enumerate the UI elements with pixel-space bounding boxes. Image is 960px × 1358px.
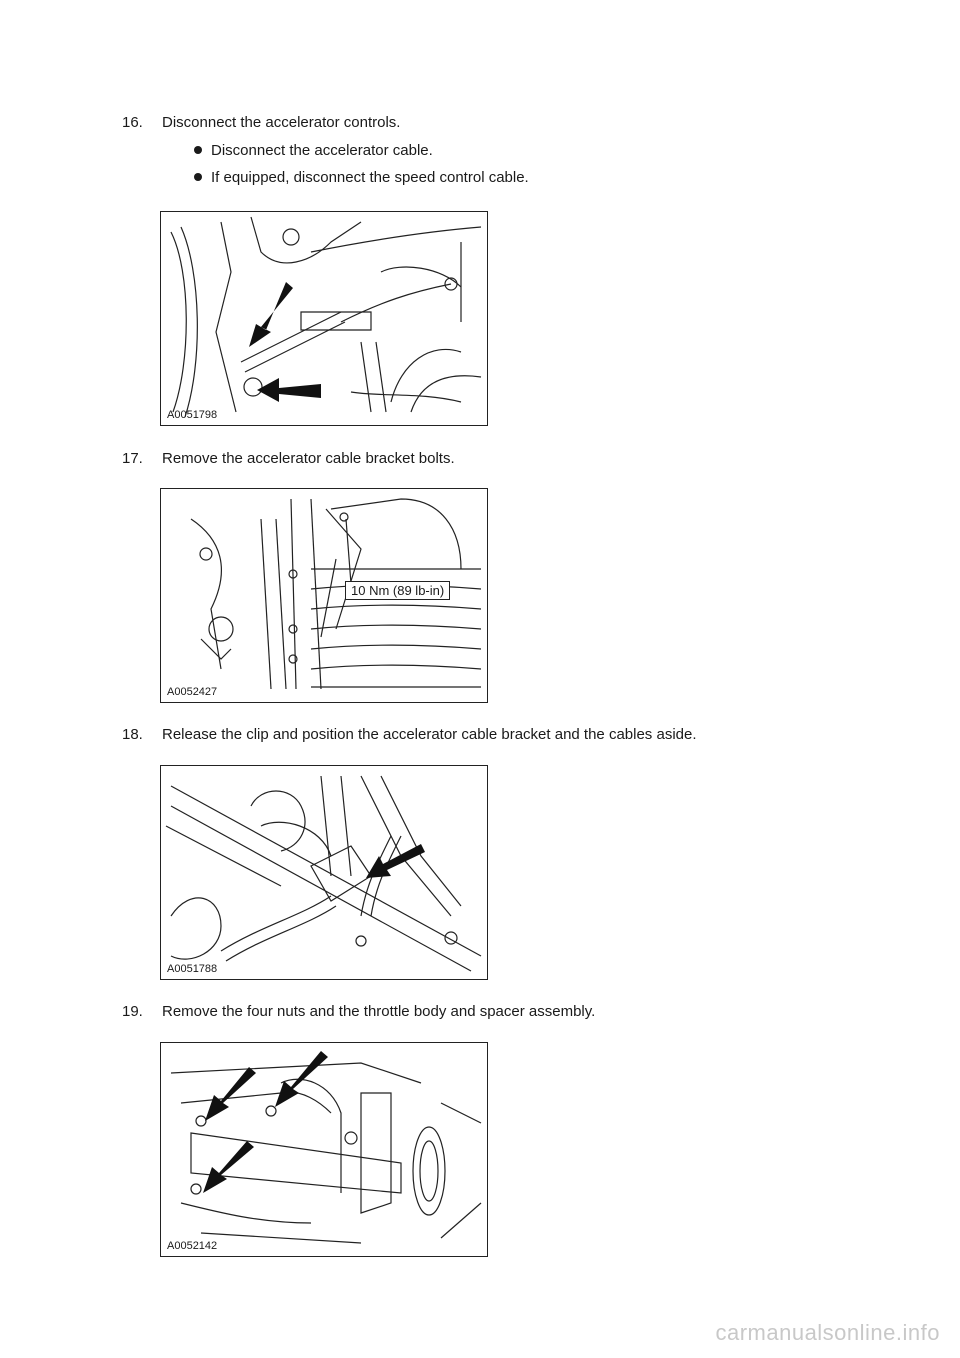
bullet-icon xyxy=(194,146,202,154)
line-drawing-cables xyxy=(161,766,487,979)
step-19 xyxy=(122,1003,595,1020)
step-18 xyxy=(122,726,697,743)
figure-clip-release xyxy=(160,765,488,980)
step-number: 16. xyxy=(122,114,143,131)
bullet-icon xyxy=(194,173,202,181)
figure-id: A0052427 xyxy=(167,686,218,698)
bullet-text: Disconnect the accelerator cable. xyxy=(211,142,433,159)
line-drawing-engine xyxy=(161,212,487,425)
figure-id: A0052142 xyxy=(167,1240,218,1252)
bullet-text: If equipped, disconnect the speed control cable. xyxy=(211,169,529,186)
figure-cable-bracket-bolts xyxy=(160,488,488,703)
step-text: Remove the four nuts and the throttle body and spacer assembly. xyxy=(162,1003,596,1020)
bullet-item xyxy=(194,142,433,159)
step-number: 19. xyxy=(122,1003,143,1020)
figure-id: A0051788 xyxy=(167,963,218,975)
step-17 xyxy=(122,450,455,467)
watermark: carmanualsonline.info xyxy=(715,1320,940,1345)
step-text: Disconnect the accelerator controls. xyxy=(162,114,401,131)
step-text: Release the clip and position the accelerator cable bracket and the cables aside. xyxy=(162,726,697,743)
step-text: Remove the accelerator cable bracket bolts. xyxy=(162,450,455,467)
figure-accelerator-cable xyxy=(160,211,488,426)
torque-callout: 10 Nm (89 lb-in) xyxy=(345,581,450,600)
step-16 xyxy=(122,114,400,131)
step-number: 18. xyxy=(122,726,143,743)
bullet-item xyxy=(194,169,529,186)
figure-id: A0051798 xyxy=(167,409,218,421)
step-number: 17. xyxy=(122,450,143,467)
line-drawing-throttle xyxy=(161,1043,487,1256)
figure-throttle-body xyxy=(160,1042,488,1257)
